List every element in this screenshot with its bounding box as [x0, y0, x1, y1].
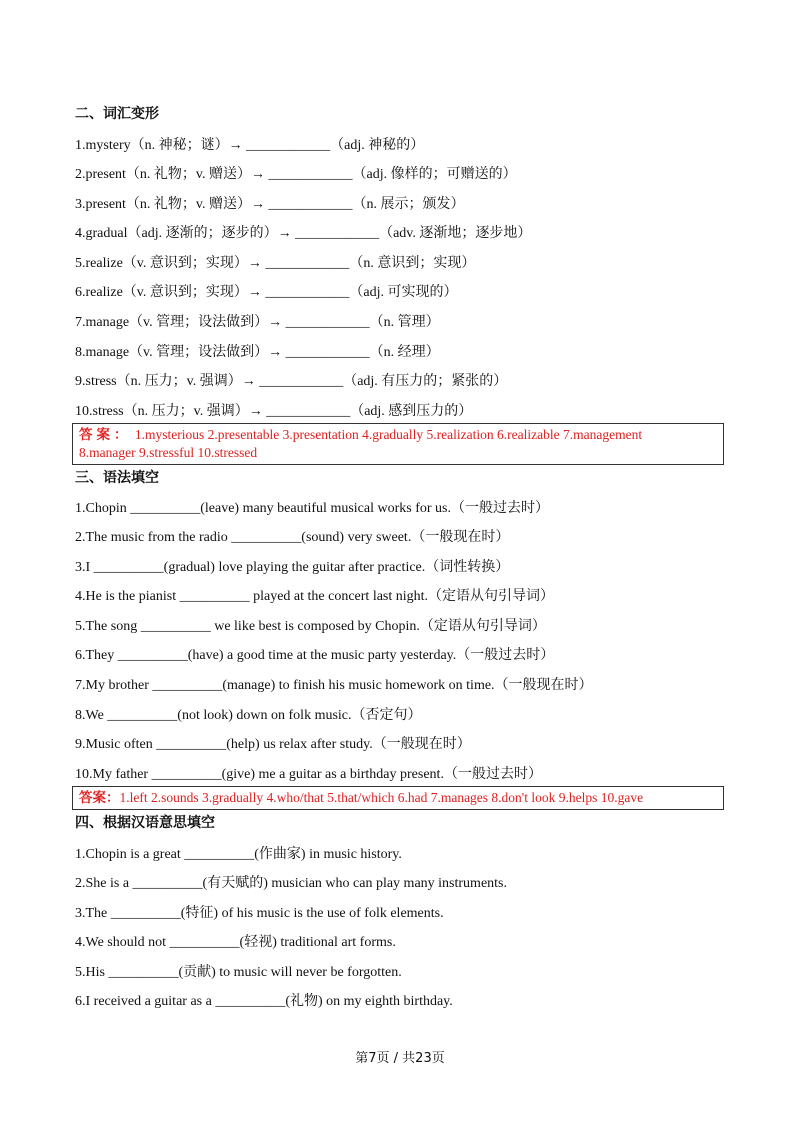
section-title-grammar: 三、语法填空: [75, 470, 159, 486]
answer-label: 答案：: [79, 427, 132, 443]
grammar-item-2: 2.The music from the radio __________(sound) very sweet.（一般现在时）: [75, 530, 510, 545]
grammar-item-3: 3.I __________(gradual) love playing the guitar after practice.（词性转换）: [75, 560, 510, 575]
grammar-item-6: 6.They __________(have) a good time at the music party yesterday.（一般过去时）: [75, 648, 555, 663]
section-title-translation: 四、根据汉语意思填空: [75, 815, 215, 831]
grammar-item-7: 7.My brother __________(manage) to finish his music homework on time.（一般现在时）: [75, 678, 593, 693]
section-title-vocabulary: 二、词汇变形: [75, 106, 159, 122]
vocab-item-7: 7.manage（v. 管理；设法做到）→ ____________（n. 管理）: [75, 315, 440, 330]
translation-item-4: 4.We should not __________(轻视) traditional art forms.: [75, 935, 396, 950]
vocab-item-1: 1.mystery（n. 神秘；谜）→ ____________（adj. 神秘的）: [75, 138, 425, 153]
answer-line: [79, 426, 717, 444]
answer-line: [79, 789, 717, 807]
answer-box-vocabulary: [72, 423, 724, 465]
grammar-item-10: 10.My father __________(give) me a guitar as a birthday present.（一般过去时）: [75, 767, 542, 782]
answer-box-grammar: [72, 786, 724, 810]
grammar-item-1: 1.Chopin __________(leave) many beautiful musical works for us.（一般过去时）: [75, 501, 549, 516]
vocab-item-8: 8.manage（v. 管理；设法做到）→ ____________（n. 经理）: [75, 345, 440, 360]
grammar-item-4: 4.He is the pianist __________ played at the concert last night.（定语从句引导词）: [75, 589, 555, 604]
translation-item-3: 3.The __________(特征) of his music is the use of folk elements.: [75, 906, 444, 921]
translation-item-6: 6.I received a guitar as a __________(礼物) on my eighth birthday.: [75, 994, 453, 1009]
vocab-item-4: 4.gradual（adj. 逐渐的；逐步的）→ ____________（adv. 逐渐地；逐步地）: [75, 226, 532, 241]
vocab-item-9: 9.stress（n. 压力；v. 强调）→ ____________（adj. 有压力的；紧张的）: [75, 374, 508, 389]
translation-item-2: 2.She is a __________(有天赋的) musician who can play many instruments.: [75, 876, 507, 891]
vocab-item-2: 2.present（n. 礼物；v. 赠送）→ ____________（adj. 像样的；可赠送的）: [75, 167, 517, 182]
translation-item-5: 5.His __________(贡献) to music will never be forgotten.: [75, 965, 402, 980]
grammar-item-8: 8.We __________(not look) down on folk music.（否定句）: [75, 708, 422, 723]
answer-text: 1.mysterious 2.presentable 3.presentation 4.gradually 5.realization 6.realizable 7.management: [134, 427, 643, 442]
vocab-item-6: 6.realize（v. 意识到；实现）→ ____________（adj. 可实现的）: [75, 285, 458, 300]
page-footer: 第7页 / 共23页: [355, 1051, 445, 1066]
vocab-item-10: 10.stress（n. 压力；v. 强调）→ ____________（adj. 感到压力的）: [75, 404, 473, 419]
grammar-item-9: 9.Music often __________(help) us relax after study.（一般现在时）: [75, 737, 471, 752]
grammar-item-5: 5.The song __________ we like best is composed by Chopin.（定语从句引导词）: [75, 619, 546, 634]
translation-item-1: 1.Chopin is a great __________(作曲家) in music history.: [75, 847, 402, 862]
answer-line: 8.manager 9.stressful 10.stressed: [79, 445, 258, 460]
answer-text: 1.left 2.sounds 3.gradually 4.who/that 5.that/which 6.had 7.manages 8.don't look 9.helps 10.gave: [119, 790, 644, 805]
vocab-item-5: 5.realize（v. 意识到；实现）→ ____________（n. 意识到；实现）: [75, 256, 476, 271]
answer-label: 答案：: [79, 790, 120, 806]
vocab-item-3: 3.present（n. 礼物；v. 赠送）→ ____________（n. 展示；颁发）: [75, 197, 465, 212]
